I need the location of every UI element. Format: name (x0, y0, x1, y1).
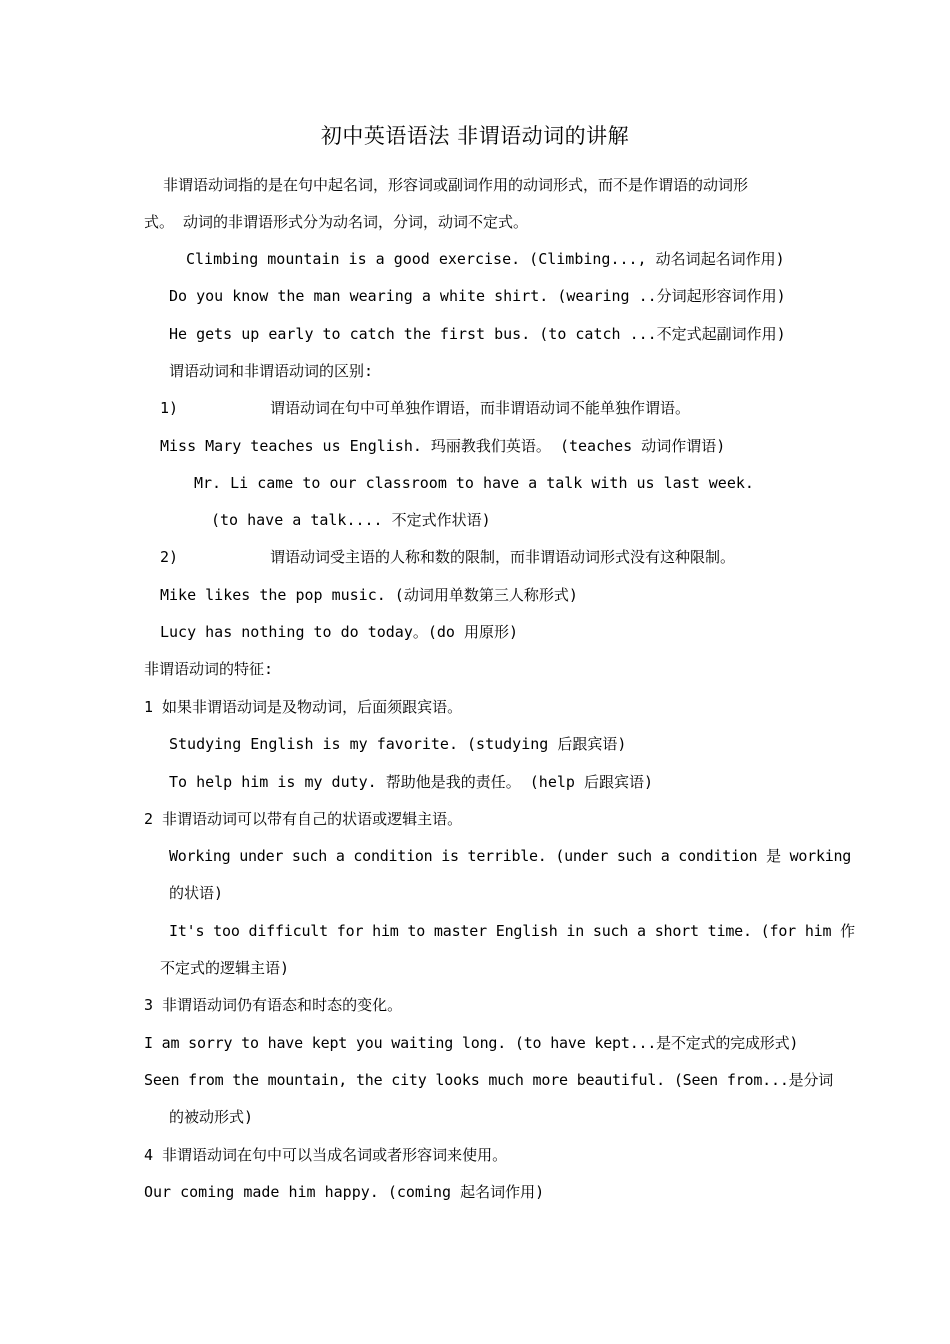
feature-2-example-1b: 的状语) (169, 884, 224, 902)
page-title: 初中英语语法 非谓语动词的讲解 (320, 124, 630, 148)
feature-3-example-2a: Seen from the mountain, the city looks much more beautiful. (Seen from...是分词 (144, 1071, 834, 1089)
difference-point-2 (160, 547, 735, 567)
point-1-example-3: (to have a talk.... 不定式作状语) (211, 511, 491, 529)
feature-2-example-2b: 不定式的逻辑主语) (160, 959, 290, 977)
feature-1: 1 如果非谓语动词是及物动词，后面须跟宾语。 (144, 698, 463, 716)
feature-3-example-1: I am sorry to have kept you waiting long. (to have kept...是不定式的完成形式) (144, 1034, 799, 1052)
intro-line-1: 非谓语动词指的是在句中起名词，形容词或副词作用的动词形式，而不是作谓语的动词形 (163, 176, 749, 194)
point-1-example-2: Mr. Li came to our classroom to have a talk with us last week. (194, 474, 754, 492)
feature-4: 4 非谓语动词在句中可以当成名词或者形容词来使用。 (144, 1146, 508, 1164)
point-1-example-1: Miss Mary teaches us English. 玛丽教我们英语。 (teaches 动词作谓语) (160, 437, 726, 455)
feature-1-example-2: To help him is my duty. 帮助他是我的责任。 (help 后跟宾语) (169, 773, 653, 791)
difference-heading: 谓语动词和非谓语动词的区别: (169, 362, 374, 380)
example-participle: Do you know the man wearing a white shirt. (wearing ..分词起形容词作用) (169, 287, 786, 305)
features-heading: 非谓语动词的特征: (144, 660, 274, 678)
feature-1-example-1: Studying English is my favorite. (studying 后跟宾语) (169, 735, 627, 753)
point-number: 1) (160, 399, 179, 417)
difference-point-1 (160, 398, 690, 418)
point-2-example-2: Lucy has nothing to do today。(do 用原形) (160, 623, 519, 641)
feature-3: 3 非谓语动词仍有语态和时态的变化。 (144, 996, 403, 1014)
point-text: 谓语动词在句中可单独作谓语，而非谓语动词不能单独作谓语。 (270, 399, 691, 417)
point-number: 2) (160, 548, 179, 566)
feature-2-example-2a: It's too difficult for him to master English in such a short time. (for him 作 (169, 922, 855, 940)
point-text: 谓语动词受主语的人称和数的限制，而非谓语动词形式没有这种限制。 (270, 548, 736, 566)
point-2-example-1: Mike likes the pop music. (动词用单数第三人称形式) (160, 586, 578, 604)
example-infinitive: He gets up early to catch the first bus. (to catch ...不定式起副词作用) (169, 325, 786, 343)
feature-2: 2 非谓语动词可以带有自己的状语或逻辑主语。 (144, 810, 463, 828)
feature-2-example-1a: Working under such a condition is terrible. (under such a condition 是 working (169, 847, 852, 865)
example-gerund: Climbing mountain is a good exercise. (Climbing..., 动名词起名词作用) (186, 250, 785, 268)
feature-3-example-2b: 的被动形式) (169, 1108, 254, 1126)
feature-4-example-1: Our coming made him happy. (coming 起名词作用) (144, 1183, 545, 1201)
intro-line-2: 式。 动词的非谓语形式分为动名词，分词，动词不定式。 (144, 213, 529, 231)
